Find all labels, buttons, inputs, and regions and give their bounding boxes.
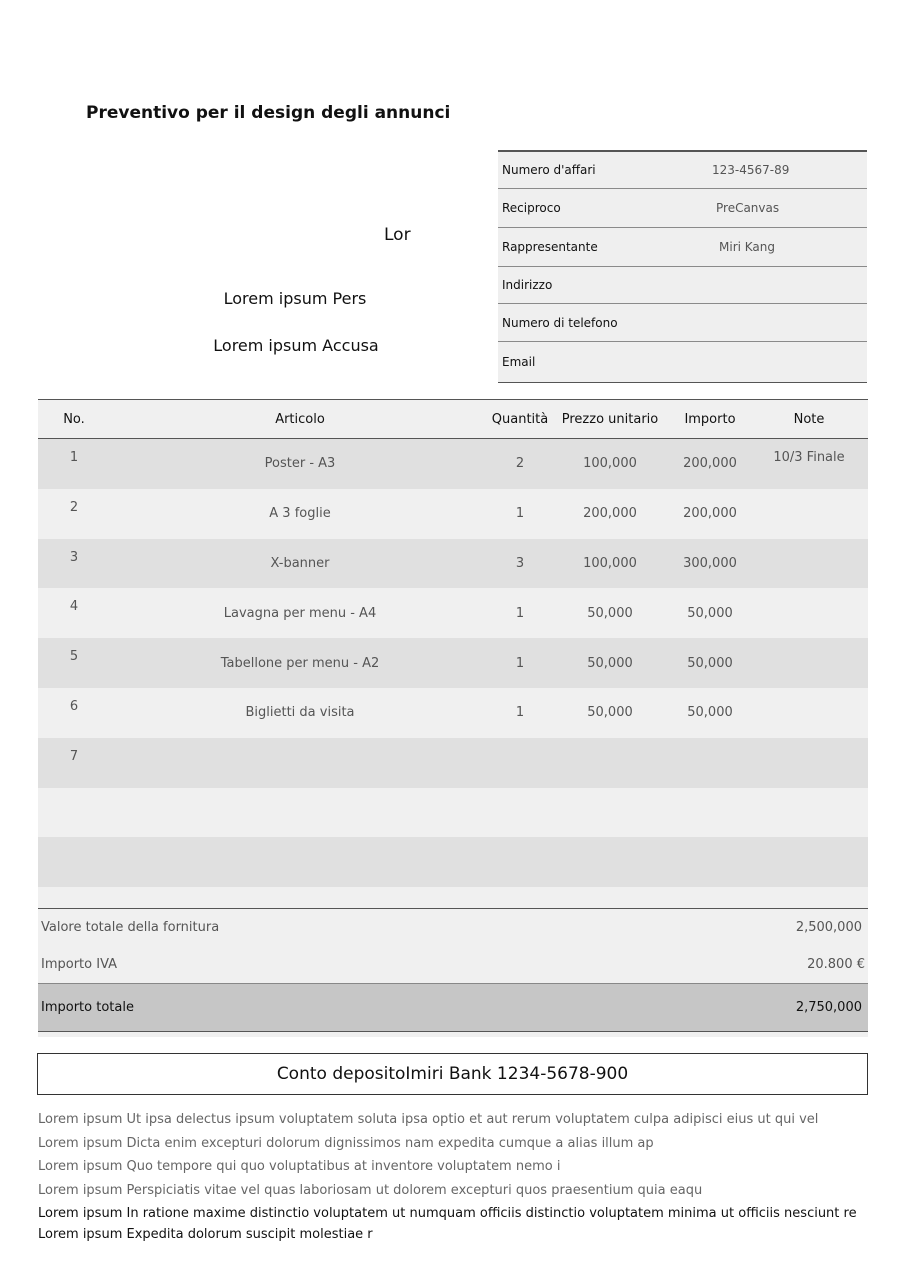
company-person: Lorem ipsum Pers — [223, 289, 367, 308]
cell-note — [750, 489, 868, 539]
info-label: Email — [502, 355, 536, 369]
table-row — [38, 539, 868, 589]
info-row-representative — [498, 228, 867, 267]
cell-quantity — [490, 788, 550, 838]
cell-unit-price — [550, 837, 670, 887]
cell-amount: 200,000 — [670, 439, 750, 489]
cell-note — [750, 539, 868, 589]
note-line: Lorem ipsum Ut ipsa delectus ipsum voluptatem soluta ipsa optio et aut rerum voluptatem culpa adipisci eius ut qui vel — [38, 1112, 819, 1127]
info-label: Rappresentante — [502, 240, 598, 254]
cell-note — [750, 688, 868, 738]
table-row — [38, 788, 868, 838]
cell-note — [750, 788, 868, 838]
table-row — [38, 738, 868, 788]
document-title: Preventivo per il design degli annunci — [86, 103, 451, 123]
cell-article: Tabellone per menu - A2 — [110, 638, 490, 688]
cell-unit-price: 200,000 — [550, 489, 670, 539]
info-row-email — [498, 342, 867, 382]
cell-article — [110, 788, 490, 838]
cell-no: 7 — [38, 738, 110, 788]
cell-no: 6 — [38, 688, 110, 738]
note-line: Lorem ipsum Quo tempore qui quo voluptatibus at inventore voluptatem nemo i — [38, 1159, 561, 1175]
cell-no — [38, 788, 110, 838]
info-table — [498, 150, 867, 383]
note-line: Lorem ipsum Perspiciatis vitae vel quas laboriosam ut dolorem excepturi quos praesentium quia eaqu — [38, 1182, 703, 1198]
cell-article — [110, 837, 490, 887]
company-name: Lor — [384, 225, 411, 245]
cell-amount — [670, 788, 750, 838]
cell-no: 2 — [38, 489, 110, 539]
supply-total-label: Valore totale della fornitura — [41, 919, 220, 935]
info-value: PreCanvas — [716, 201, 780, 215]
cell-amount: 200,000 — [670, 489, 750, 539]
company-accusa: Lorem ipsum Accusa — [213, 336, 379, 355]
supply-total-value: 2,500,000 — [795, 919, 862, 935]
note-line: Lorem ipsum Expedita dolorum suscipit molestiae r — [38, 1227, 373, 1243]
cell-amount: 300,000 — [670, 539, 750, 589]
cell-quantity — [490, 738, 550, 788]
cell-note — [750, 588, 868, 638]
note-line: Lorem ipsum Dicta enim excepturi dolorum dignissimos nam expedita cumque a alias illum ap — [38, 1135, 654, 1151]
info-label: Reciproco — [502, 201, 561, 215]
table-row — [38, 489, 868, 539]
header-article: Articolo — [110, 400, 490, 439]
info-row-phone — [498, 304, 867, 342]
info-row-counterparty — [498, 189, 867, 228]
info-label: Numero d'affari — [502, 163, 596, 177]
cell-article: Poster - A3 — [110, 439, 490, 489]
table-row — [38, 837, 868, 887]
cell-no — [38, 837, 110, 887]
info-row-address — [498, 267, 867, 304]
header-note: Note — [750, 400, 868, 439]
cell-quantity — [490, 837, 550, 887]
cell-unit-price: 50,000 — [550, 588, 670, 638]
cell-amount — [670, 738, 750, 788]
cell-unit-price — [550, 738, 670, 788]
info-label: Indirizzo — [502, 278, 553, 292]
table-row — [38, 688, 868, 738]
cell-amount: 50,000 — [670, 638, 750, 688]
cell-no: 4 — [38, 588, 110, 638]
cell-article: Lavagna per menu - A4 — [110, 588, 490, 638]
cell-no: 5 — [38, 638, 110, 688]
grand-total-label: Importo totale — [41, 1000, 134, 1015]
cell-article — [110, 738, 490, 788]
notes-block — [38, 1110, 878, 1246]
cell-note: 10/3 Finale — [750, 439, 868, 489]
cell-note — [750, 738, 868, 788]
cell-quantity: 1 — [490, 588, 550, 638]
grand-total-row — [38, 983, 868, 1032]
cell-unit-price: 100,000 — [550, 439, 670, 489]
cell-unit-price — [550, 788, 670, 838]
cell-amount: 50,000 — [670, 688, 750, 738]
cell-no: 3 — [38, 539, 110, 589]
grand-total-value: 2,750,000 — [795, 1000, 862, 1015]
cell-quantity: 3 — [490, 539, 550, 589]
vat-label: Importo IVA — [41, 956, 118, 972]
cell-quantity: 2 — [490, 439, 550, 489]
header-quantity: Quantità — [490, 400, 550, 439]
vat-value: 20.800 € — [807, 956, 865, 972]
cell-unit-price: 50,000 — [550, 638, 670, 688]
deposit-account-box: Conto depositoImiri Bank 1234-5678-900 — [37, 1053, 868, 1095]
info-label: Numero di telefono — [502, 315, 618, 330]
cell-unit-price: 50,000 — [550, 688, 670, 738]
cell-no: 1 — [38, 439, 110, 489]
vat-row — [38, 945, 868, 983]
cell-quantity: 1 — [490, 489, 550, 539]
header-no: No. — [38, 400, 110, 439]
supply-total-row — [38, 909, 868, 945]
info-value: Miri Kang — [719, 240, 776, 254]
cell-unit-price: 100,000 — [550, 539, 670, 589]
cell-note — [750, 638, 868, 688]
cell-amount: 50,000 — [670, 588, 750, 638]
table-row — [38, 439, 868, 489]
cell-amount — [670, 837, 750, 887]
header-unit-price: Prezzo unitario — [550, 400, 670, 439]
cell-note — [750, 837, 868, 887]
cell-quantity: 1 — [490, 688, 550, 738]
cell-article: A 3 foglie — [110, 489, 490, 539]
info-row-business-number — [498, 152, 867, 189]
header-amount: Importo — [670, 400, 750, 439]
info-value: 123-4567-89 — [712, 163, 790, 177]
items-header-row — [38, 400, 868, 439]
table-row — [38, 638, 868, 688]
totals-section — [38, 908, 868, 1032]
cell-article: Biglietti da visita — [110, 688, 490, 738]
table-row — [38, 588, 868, 638]
cell-article: X-banner — [110, 539, 490, 589]
cell-quantity: 1 — [490, 638, 550, 688]
note-line: Lorem ipsum In ratione maxime distinctio voluptatem ut numquam officiis distinctio voluptatem minima ut officiis nesciunt re — [38, 1206, 857, 1222]
